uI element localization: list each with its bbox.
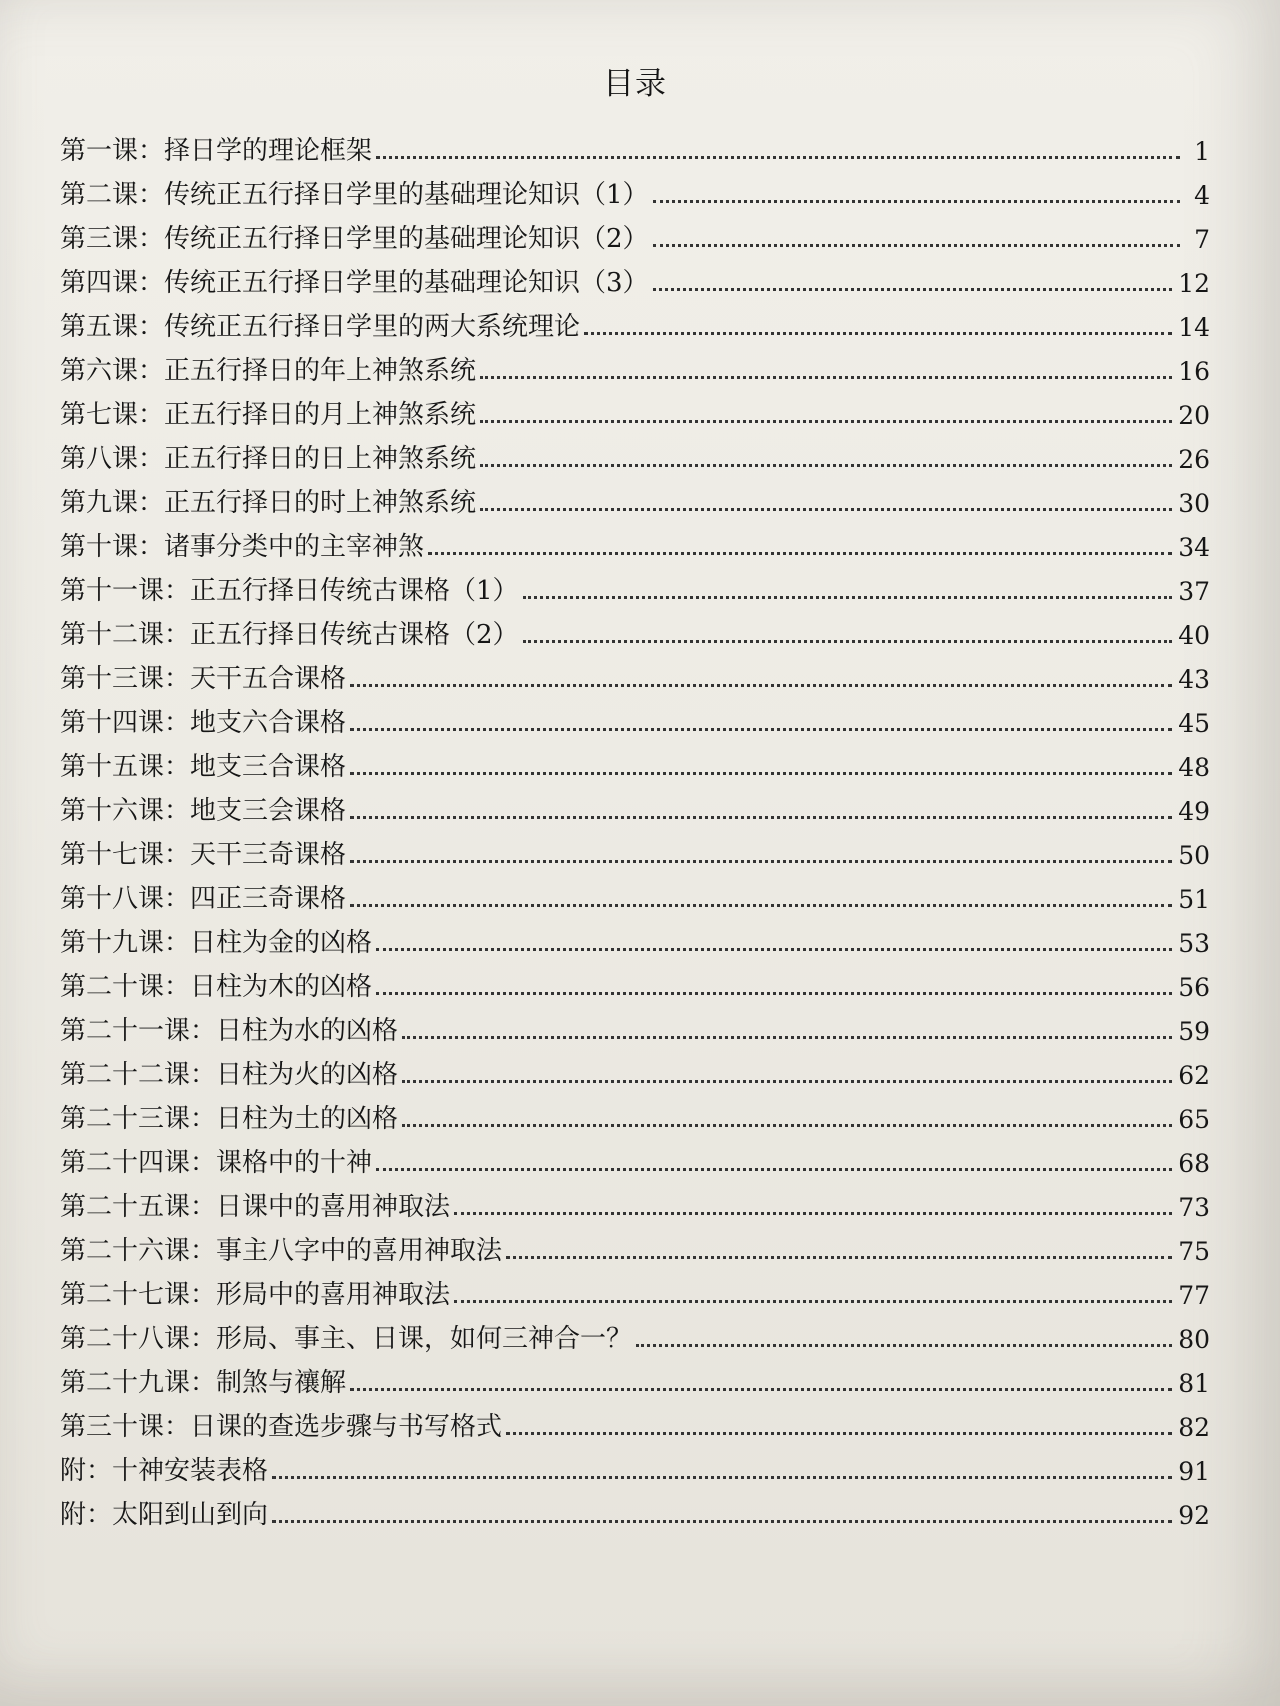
toc-entry — [60, 1088, 1210, 1132]
toc-entry-page-number: 48 — [1178, 753, 1210, 782]
toc-entry-label: 第二课：传统正五行择日学里的基础理论知识（1） — [60, 180, 649, 210]
dot-leader — [376, 947, 1172, 951]
table-of-contents — [60, 120, 1210, 1528]
dot-leader — [480, 419, 1172, 423]
dot-leader — [376, 1167, 1172, 1171]
toc-entry-page-number: 37 — [1178, 577, 1210, 606]
toc-entry — [60, 1220, 1210, 1264]
toc-entry-label: 第十四课：地支六合课格 — [60, 708, 347, 738]
toc-entry — [60, 120, 1210, 164]
dot-leader — [376, 991, 1172, 995]
toc-entry — [60, 1000, 1210, 1044]
toc-entry-label: 第二十六课：事主八字中的喜用神取法 — [60, 1236, 503, 1266]
toc-entry — [60, 1176, 1210, 1220]
toc-entry-page-number: 34 — [1178, 533, 1210, 562]
toc-entry-page-number: 14 — [1178, 313, 1210, 342]
toc-entry-page-number: 75 — [1178, 1237, 1210, 1266]
toc-entry-label: 第八课：正五行择日的日上神煞系统 — [60, 444, 477, 474]
toc-entry-label: 第十二课：正五行择日传统古课格（2） — [60, 620, 519, 650]
toc-entry — [60, 956, 1210, 1000]
toc-entry-label: 第十一课：正五行择日传统古课格（1） — [60, 576, 519, 606]
toc-entry-page-number: 65 — [1178, 1105, 1210, 1134]
toc-entry-page-number: 45 — [1178, 709, 1210, 738]
dot-leader — [350, 683, 1172, 687]
toc-entry — [60, 1264, 1210, 1308]
toc-entry-page-number: 73 — [1178, 1193, 1210, 1222]
dot-leader — [350, 815, 1172, 819]
toc-entry — [60, 296, 1210, 340]
toc-entry-page-number: 4 — [1194, 181, 1210, 210]
dot-leader — [653, 287, 1173, 291]
toc-entry — [60, 1484, 1210, 1528]
dot-leader — [636, 1343, 1172, 1347]
toc-entry — [60, 428, 1210, 472]
toc-entry-page-number: 49 — [1178, 797, 1210, 826]
toc-entry-label: 第二十八课：形局、事主、日课，如何三神合一？ — [60, 1324, 633, 1354]
toc-entry-label: 第十六课：地支三会课格 — [60, 796, 347, 826]
dot-leader — [402, 1123, 1172, 1127]
toc-entry-page-number: 62 — [1178, 1061, 1210, 1090]
toc-entry — [60, 1396, 1210, 1440]
dot-leader — [272, 1519, 1172, 1523]
toc-entry-page-number: 77 — [1178, 1281, 1210, 1310]
dot-leader — [376, 155, 1180, 159]
toc-entry-label: 第一课：择日学的理论框架 — [60, 136, 373, 166]
dot-leader — [402, 1079, 1172, 1083]
toc-entry-page-number: 16 — [1178, 357, 1210, 386]
toc-entry — [60, 1132, 1210, 1176]
toc-entry-page-number: 92 — [1178, 1501, 1210, 1530]
toc-entry-label: 第六课：正五行择日的年上神煞系统 — [60, 356, 477, 386]
toc-entry — [60, 736, 1210, 780]
toc-entry — [60, 824, 1210, 868]
toc-entry — [60, 164, 1210, 208]
dot-leader — [454, 1211, 1172, 1215]
toc-entry-label: 第十三课：天干五合课格 — [60, 664, 347, 694]
dot-leader — [523, 639, 1173, 643]
toc-entry-label: 第二十一课：日柱为水的凶格 — [60, 1016, 399, 1046]
toc-entry — [60, 780, 1210, 824]
toc-entry — [60, 692, 1210, 736]
toc-entry-page-number: 80 — [1178, 1325, 1210, 1354]
toc-entry-page-number: 20 — [1178, 401, 1210, 430]
toc-entry — [60, 1308, 1210, 1352]
toc-entry — [60, 868, 1210, 912]
dot-leader — [350, 771, 1172, 775]
toc-entry — [60, 1044, 1210, 1088]
dot-leader — [653, 243, 1180, 247]
toc-entry-label: 第三十课：日课的查选步骤与书写格式 — [60, 1412, 503, 1442]
dot-leader — [428, 551, 1172, 555]
toc-entry — [60, 648, 1210, 692]
toc-entry — [60, 252, 1210, 296]
dot-leader — [350, 727, 1172, 731]
toc-entry-page-number: 91 — [1178, 1457, 1210, 1486]
toc-entry-page-number: 26 — [1178, 445, 1210, 474]
toc-entry — [60, 208, 1210, 252]
toc-entry — [60, 340, 1210, 384]
toc-entry-page-number: 1 — [1194, 137, 1210, 166]
dot-leader — [480, 375, 1172, 379]
toc-entry-label: 附：十神安装表格 — [60, 1456, 269, 1486]
toc-entry-page-number: 12 — [1178, 269, 1210, 298]
dot-leader — [523, 595, 1173, 599]
toc-entry-label: 第七课：正五行择日的月上神煞系统 — [60, 400, 477, 430]
toc-entry-label: 第二十课：日柱为木的凶格 — [60, 972, 373, 1002]
toc-entry — [60, 472, 1210, 516]
dot-leader — [506, 1431, 1172, 1435]
dot-leader — [584, 331, 1172, 335]
toc-entry-label: 第十五课：地支三合课格 — [60, 752, 347, 782]
toc-entry-page-number: 30 — [1178, 489, 1210, 518]
dot-leader — [480, 463, 1172, 467]
toc-entry-label: 附：太阳到山到向 — [60, 1500, 269, 1530]
toc-entry-label: 第二十九课：制煞与禳解 — [60, 1368, 347, 1398]
toc-entry-label: 第十七课：天干三奇课格 — [60, 840, 347, 870]
toc-entry-label: 第十八课：四正三奇课格 — [60, 884, 347, 914]
toc-entry-page-number: 43 — [1178, 665, 1210, 694]
toc-entry — [60, 1352, 1210, 1396]
toc-entry-page-number: 59 — [1178, 1017, 1210, 1046]
dot-leader — [653, 199, 1180, 203]
toc-entry-label: 第十九课：日柱为金的凶格 — [60, 928, 373, 958]
dot-leader — [402, 1035, 1172, 1039]
dot-leader — [480, 507, 1172, 511]
toc-entry-label: 第十课：诸事分类中的主宰神煞 — [60, 532, 425, 562]
page-title: 目录 — [603, 66, 667, 102]
toc-entry-label: 第三课：传统正五行择日学里的基础理论知识（2） — [60, 224, 649, 254]
toc-entry-page-number: 82 — [1178, 1413, 1210, 1442]
toc-entry-label: 第四课：传统正五行择日学里的基础理论知识（3） — [60, 268, 649, 298]
toc-entry-label: 第二十五课：日课中的喜用神取法 — [60, 1192, 451, 1222]
toc-entry-page-number: 7 — [1194, 225, 1210, 254]
toc-entry-label: 第二十七课：形局中的喜用神取法 — [60, 1280, 451, 1310]
toc-entry-page-number: 40 — [1178, 621, 1210, 650]
toc-entry — [60, 1440, 1210, 1484]
toc-entry-label: 第二十二课：日柱为火的凶格 — [60, 1060, 399, 1090]
dot-leader — [506, 1255, 1172, 1259]
toc-entry-label: 第九课：正五行择日的时上神煞系统 — [60, 488, 477, 518]
dot-leader — [272, 1475, 1172, 1479]
toc-entry-page-number: 81 — [1178, 1369, 1210, 1398]
dot-leader — [350, 1387, 1172, 1391]
toc-entry — [60, 560, 1210, 604]
dot-leader — [454, 1299, 1172, 1303]
toc-entry — [60, 912, 1210, 956]
toc-entry-page-number: 51 — [1178, 885, 1210, 914]
toc-entry-label: 第五课：传统正五行择日学里的两大系统理论 — [60, 312, 581, 342]
dot-leader — [350, 903, 1172, 907]
dot-leader — [350, 859, 1172, 863]
toc-entry-label: 第二十四课：课格中的十神 — [60, 1148, 373, 1178]
toc-entry — [60, 604, 1210, 648]
toc-entry-label: 第二十三课：日柱为土的凶格 — [60, 1104, 399, 1134]
toc-entry — [60, 384, 1210, 428]
toc-entry-page-number: 68 — [1178, 1149, 1210, 1178]
toc-entry-page-number: 50 — [1178, 841, 1210, 870]
toc-entry-page-number: 53 — [1178, 929, 1210, 958]
toc-entry — [60, 516, 1210, 560]
toc-entry-page-number: 56 — [1178, 973, 1210, 1002]
